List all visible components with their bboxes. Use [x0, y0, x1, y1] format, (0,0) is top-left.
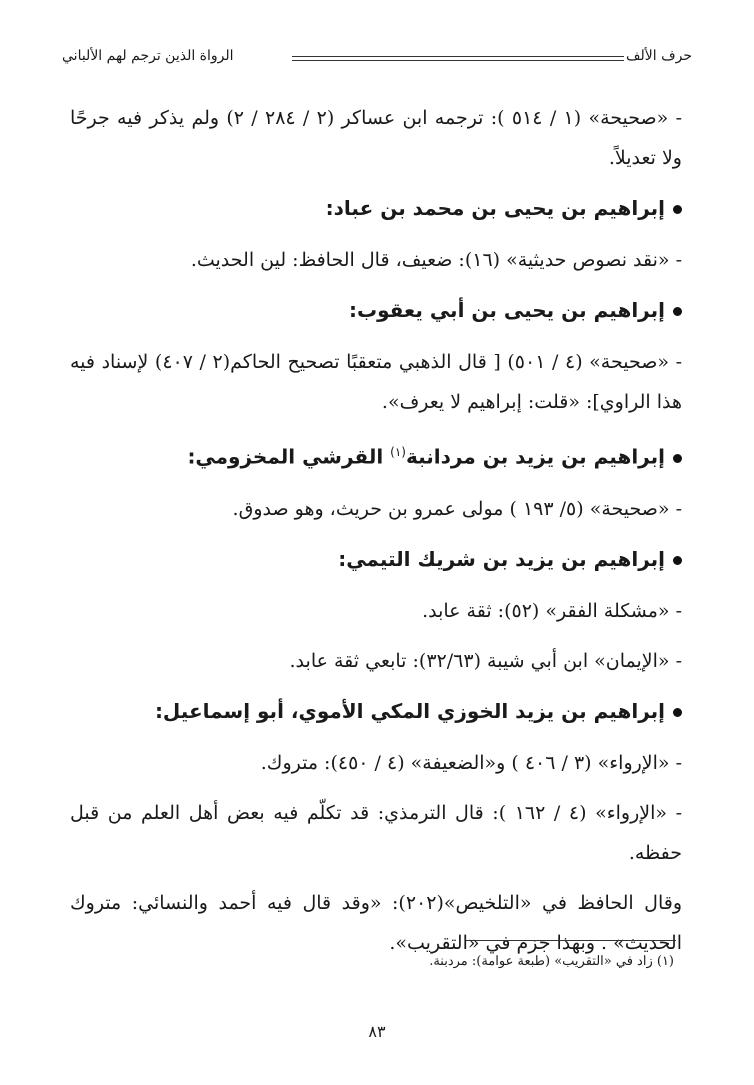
paragraph: - «الإرواء» (٤ / ١٦٢ ): قال الترمذي: قد تكلّم فيه بعض أهل العلم من قبل حفظه.: [70, 801, 682, 864]
footnote-marker[interactable]: (١): [390, 445, 406, 459]
paragraph: - «صحيحة» (٤ / ٥٠١) [ قال الذهبي متعقبًا تصحيح الحاكم(٢ / ٤٠٧) لإسناد فيه هذا الراوي]: «قلت: إبراهيم لا يعرف».: [70, 351, 683, 413]
paragraph: وقال الحافظ في «التلخيص»(٢٠٢): «وقد قال فيه أحمد والنسائي: متروك الحديث» . وبهذا جزم في «التقريب».: [70, 891, 682, 954]
header-title: الرواة الذين ترجم لهم الألباني: [62, 48, 234, 64]
paragraph: - «نقد نصوص حديثية» (١٦): ضعيف، قال الحافظ: لين الحديث.: [190, 249, 682, 271]
bullet-icon: [673, 708, 682, 717]
paragraph: - «الإرواء» (٣ / ٤٠٦ ) و«الضعيفة» (٤ / ٤٥٠): متروك.: [260, 751, 682, 774]
entry-heading: إبراهيم بن يزيد بن مردانبة$^{(١)}$ القرشي المخزومي:: [70, 432, 682, 477]
header-rule: [292, 60, 624, 61]
entry-heading: إبراهيم بن يزيد بن شريك التيمي:: [70, 539, 682, 579]
bullet-icon: [673, 307, 682, 316]
entry-heading: إبراهيم بن يحيى بن أبي يعقوب:: [70, 290, 682, 330]
entry-heading: إبراهيم بن يزيد الخوزي المكي الأموي، أبو إسماعيل:: [70, 691, 682, 731]
running-header: [62, 48, 692, 74]
paragraph: - «صحيحة» (٥/ ١٩٣ ) مولى عمرو بن حريث، وهو صدوق.: [232, 497, 682, 520]
page-number: ٨٣: [368, 1022, 386, 1041]
footnote-rule: [466, 940, 676, 941]
header-rule: [292, 56, 624, 57]
paragraph: - «صحيحة» (١ / ٥١٤ ): ترجمه ابن عساكر (٢ / ٢٨٤ / ٢) ولم يذكر فيه جرحًا ولا تعديلاً.: [70, 107, 682, 169]
paragraph: - «مشكلة الفقر» (٥٢): ثقة عابد.: [422, 599, 682, 622]
footnote: (١) زاد في «التقريب» (طبعة عوامة): مردبنة.: [429, 954, 674, 969]
paragraph: - «الإيمان» ابن أبي شيبة (٣٢/٦٣): تابعي ثقة عابد.: [289, 649, 682, 672]
bullet-icon: [673, 454, 682, 463]
header-section: حرف الألف: [626, 48, 692, 64]
entry-heading: إبراهيم بن يحيى بن محمد بن عباد:: [70, 188, 682, 228]
body-text: [70, 98, 682, 973]
bullet-icon: [673, 556, 682, 565]
bullet-icon: [673, 205, 682, 214]
